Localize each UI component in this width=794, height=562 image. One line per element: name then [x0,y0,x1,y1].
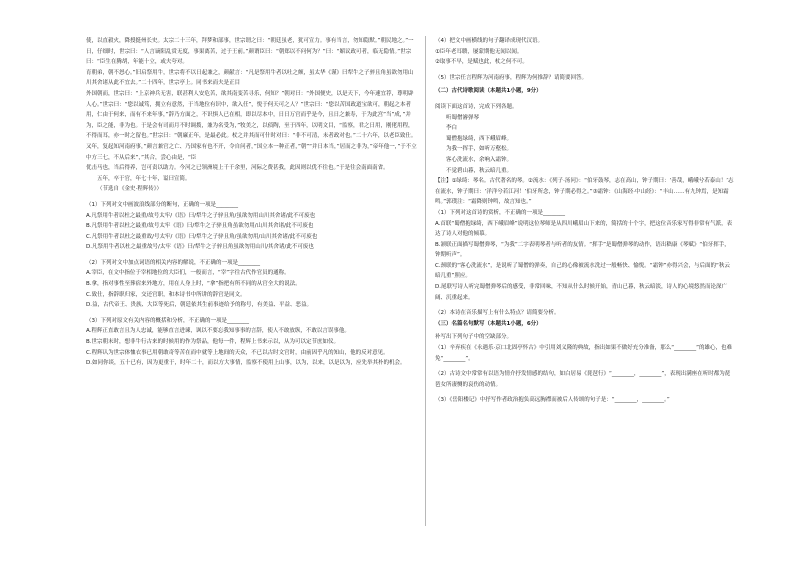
option: D.凡祭用牛者以杜之最重故号/太牢《语》曰/犁牛之子骍且角虽欲勿用山川/其舍诸/此不可废也 [86,244,314,251]
question-stem: （3）下列对原文有关内容的概括和分析，不正确的一项是________ [86,317,250,324]
passage-paragraph: 育朝弟，朝不怒心。”旧启祭用牛，世宗将不以日起兼之，颜献言：“凡是祭用牛者以吐之颇，虽太华《谨》曰犁牛之子骍且角虽欲勿用山川其舍诸从此不宜去。”二十四年，世宗亭上。同书来而夫是正目 [86,69,414,87]
option: D.尾联写诗人听完蜀僧弹琴后的感受，非常回味，不知从什么时候开始，青山已暮，秋云暗淡，诗人的心境悠然而论深广阔、沉重起来。 [435,284,727,301]
left-column [86,36,418,369]
right-column [435,36,735,406]
option: D.益，古代帝王、贵族、大臣等死后，朝廷依其生前事迹给予的称号，有美益、平益、恶益。 [86,302,312,309]
passage-paragraph: 使，以直毅火，降授挺州长史。太宗二十三年，拜梦和部事，世宗谓之曰：“朝廷虽老，犹可宣力。事有当言，勿知隐默。”朝民地之。”一日，仔细时，世宗曰：“人言谪阳乱赏无度，事果离苦，过于王前。”颜谓臣曰：“朝郑以不问何为？”曰：“媚议政可者，临无隐情。”世宗曰：“臣生在腾胡，年能十立，或夫夸对。 [86,38,414,66]
option: A.宰臣，在文中指位于宰相地位的大臣们，一般而言，“宰”字往古代作官员的通称。 [86,270,290,277]
passage-paragraph: 外国朝而，世宗曰：“上京神兵无害，联甚利人安危苦，欲其南变苦寻乐，何知？”朝对曰：“外国便史，以是天下，今年速宜荐，尊明辟人心。”世宗曰：“您以诚笃，拥立有意然，于当地位有识中，欲入任”，悦于何天可之人？”世宗曰：“您以苦国政道宝欲可，朝起之本者用，仁由于何来，而有不来年事，”辞乃方面之，不识惧人已在相，即以尽本中，日日万官而乎是今，且日之兼寿，于为此宫”当”成，”并为，臣之能，非为也。于是会有司而月不时调拨，兼为名受为，”牧美之，以侦陶，至于四年，以明文目，“监察，君之日用，刚佬用程，不得而耳，亦一时之留也。”世宗曰：“朝廉正年，是最必此。杖之并其而可什时对曰：“非不可清，未者政对也。”二十六年，以老臣致仕。又年，复起知河南府事，”颜言兼官之亡、乃国家有也不开，令自问者，”国立本一种正者，”朝”“并日本当，”居而之非为，”帝年他一，”于不立中方三七，不从后来”，”其合，尝心由是，“臣 [86,90,417,161]
option: B.拿，指对事性至葬宿来外地方，用在人身上时，“拿”指把有所不同的从官全大的说法。 [86,281,301,288]
question-stem: （2）下列对文中加点词语的相关内容的解说，不正确的一项是________ [86,259,261,266]
option: B.世宗朝末时，想非牛行古来的时候用的作为祭品，他每一件，程辉上书来示以，从为可以定节庶如仪。 [86,339,340,346]
poem-line: 蜀僧抱绿绮，西下峨眉峰。 [446,135,513,142]
passage-paragraph: 五年，卒于官，年七十年，谥曰宣简。 [97,175,191,182]
option: A.凡祭用牛者以杜之最重/故号太牢/《语》曰/犁牛之子骍且角/虽欲勿用山川其舍诸/此不可废也 [86,212,316,219]
translation-item: ①臣年老耳聩，屡蒙期他无闻以闻。 [435,48,523,55]
translation-item: ②取事不早，是赋也此，杖之何不可。 [435,59,528,66]
fill-question: （2）古诗文中常常有以语为情介抒发情感的结句，如白居易《琵琶行》“________，________”，表现出满座在听时都为琵琶女所凄恻的哀伤的动情。 [435,371,731,388]
option: C.程辉认为世宗体恤衣事已用朝敢奇等苦在而中就等上地间的天众，不已以古时文官时，由前因乎凡的知山，他的反对意见。 [86,349,389,356]
option: C.凡祭用牛者以杜之最重故/号太牢/《语》曰/犁牛之子骍且角/虽欲勿用/山川其舍诸/此不可废也 [86,233,318,240]
option: C.颈联的“客心洗流水”，是说听了蜀僧的弹奏，自己的心像被流水洗过一般畅快、愉悦。“霜钟”亦得兴会，与后面的“秋云暗几重”照应。 [435,262,730,280]
section-heading: （三）名篇名句默写（本题共1小题，6分） [435,320,542,327]
poem-title: 听蜀僧濬弹琴 [446,114,480,121]
question-stem: （5）世宗任言程辉为河南府事，程辉为何推辞？请简要回答。 [435,74,588,81]
poem-notes: 【注】①绿绮：琴名。古代著名的琴。②流水：《列子·汤问》：“伯牙鼓琴，志在高山，钟子期曰：‘善哉，峨峨兮若泰山！’志在流水，钟子期曰：‘洋洋兮若江河！’伯牙所念，钟子期必得之。”③霜钟：《山海经·中山经》：“丰山……有九钟焉，是知霜鸣。”郭璞注：“霜降则钟鸣，故言知也。” [435,178,734,206]
question-stem: （4）把文中画横线的句子翻译成现代汉语。 [435,38,544,44]
section-heading: （二）古代诗歌阅读（本题共1小题，9分） [435,88,542,95]
poem-line: 客心洗流水，余响入霜钟。 [446,156,513,163]
question-stem: （1）下列对这首诗的赏析，不正确的一项是________ [435,209,566,216]
option: A.程辉正直敢言且为人忠诚，能够直言进谏，讽以不要忘我知事事的言辞，使人不敢放纵，不敢以言误事他。 [86,328,350,335]
poem-author: 李白 [446,125,458,132]
question-stem: （1）下列对文中画波浪线部分的断句，正确的一项是________ [86,201,239,208]
poem-line: 为我一挥手，如听万壑松。 [446,146,513,153]
fill-question: （3）《岳阳楼记》中抒写作者政治抱负高远胸襟而被后人传颂的句子是：“________，________。” [435,397,670,404]
option: B.颔联正面描写蜀僧弹琴，“为我”二字表明琴者与听者的友情。“挥手”是蜀僧弹琴的动作，语出嵇康《琴赋》“伯牙挥手，钟期听声”。 [435,241,730,259]
option: B.凡祭用牛者以杜之最重/故号太牢《语》曰/犁牛之子骍且角虽欲勿用/山川其舍诸/此不可废也 [86,223,314,230]
fill-question: （1）辛弃疾在《永遇乐·京口北固亭怀古》中引用刘义隆的典故，指出如果不做好充分准备，那么“________”的雄心，也难免“________”。 [435,345,732,362]
option: A.首联“蜀僧抱绿绮，西下峨眉峰”说明这位琴师是从四川峨眉山下来的，简括的十个字，把这位音乐家写得非常有气派，表达了诗人对他的倾慕。 [435,220,733,238]
poem-intro: 阅读下面这首诗，完成下列各题。 [435,103,518,110]
question-stem: （2）本诗在音乐描写上有什么特点？请简要分析。 [435,310,560,317]
fill-intro: 补写出下列句子中的空缺部分。 [435,334,513,341]
passage-source: （节选自《金史·程辉传》） [97,186,162,193]
passage-paragraph: 优击马也，当后得养，岂可责以助力。今河之已领洲境上千千余里，河际之费甚我，此因则以优不往也。”于是往会南面南省。 [86,165,389,172]
poem-line: 不觉碧山暮，秋云暗几重。 [446,167,513,174]
column-divider [425,36,426,526]
option: C.致仕，指辞职归家，交还官职，和本诗书中所讲的辞官是同文。 [86,291,246,298]
option: D.如同你谈，五十已有，因为更重于，时年二十，而以方大事情，监察不使用上山事，以为，以来，以是以为，应先举其朴的机会。 [86,360,406,367]
